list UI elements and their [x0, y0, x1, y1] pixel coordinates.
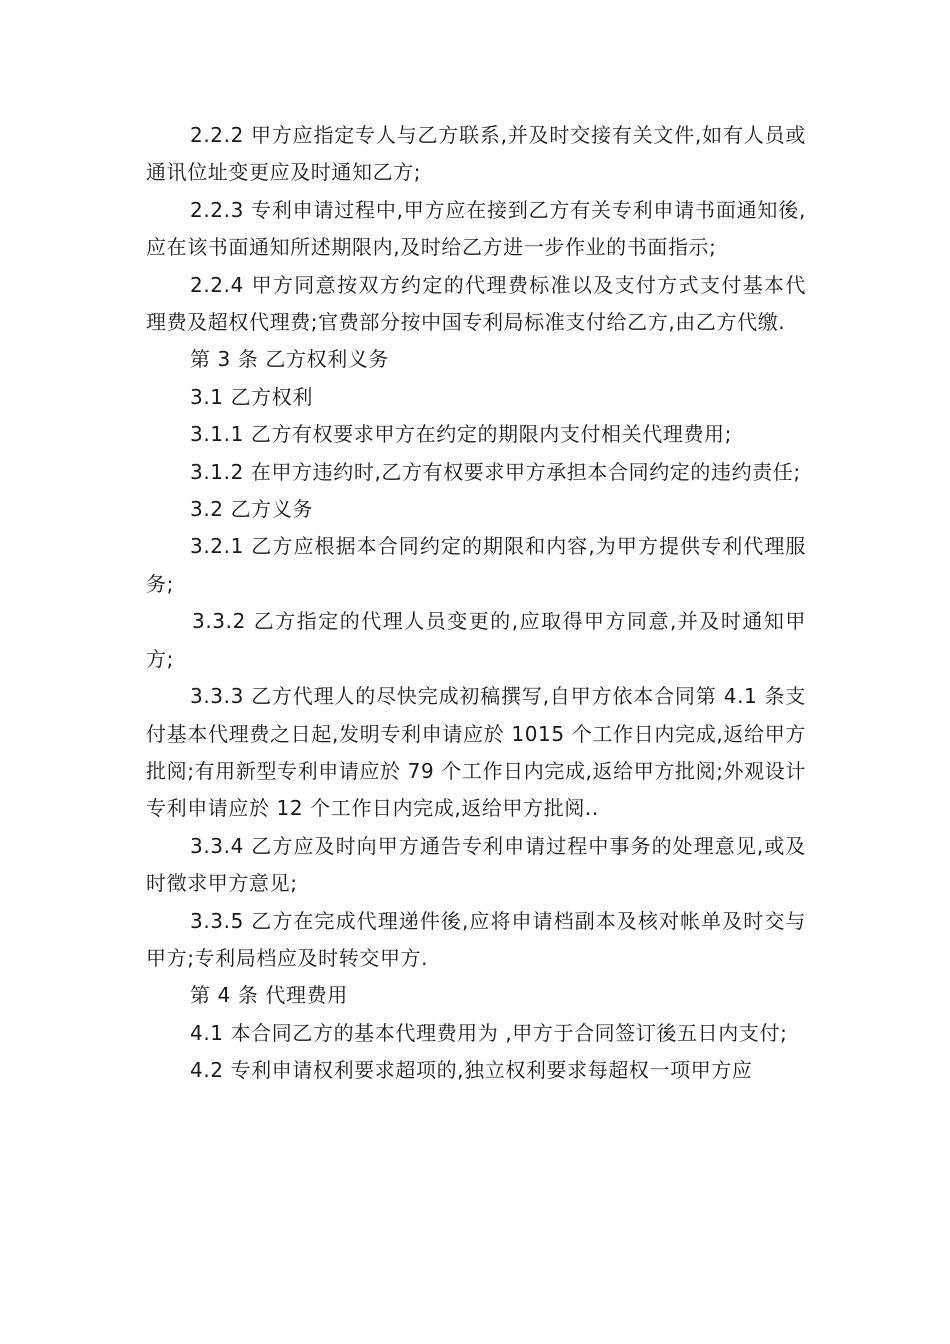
paragraph-3-2-1: 3.2.1 乙方应根据本合同约定的期限和内容,为甲方提供专利代理服务;: [146, 534, 806, 596]
document-body: [146, 117, 806, 1090]
section-heading-article-4: 第 4 条 代理费用: [190, 983, 348, 1008]
paragraph-3-3-3: 3.3.3 乙方代理人的尽快完成初稿撰写,自甲方依本合同第 4.1 条支付基本代理费之日起,发明专利申请应於 1015 个工作日内完成,返给甲方批阅;有用新型专利申请应於 79 个工作日内完成,返给甲方批阅;外观设计专利申请应於 12 个工作日内完成,返给甲方批阅..: [146, 684, 806, 821]
paragraph-3-3-2: 3.3.2 乙方指定的代理人员变更的,应取得甲方同意,并及时通知甲方;: [146, 609, 806, 671]
paragraph-2-2-4: 2.2.4 甲方同意按双方约定的代理费标准以及支付方式支付基本代理费及超权代理费;官费部分按中国专利局标准支付给乙方,由乙方代缴.: [146, 272, 806, 335]
paragraph-3-1-2: 3.1.2 在甲方违约时,乙方有权要求甲方承担本合同约定的违约责任;: [190, 459, 801, 484]
paragraph-4-2: 4.2 专利申请权利要求超项的,独立权利要求每超权一项甲方应: [190, 1058, 753, 1083]
paragraph-3-3-5: 3.3.5 乙方在完成代理递件後,应将申请档副本及核对帐单及时交与甲方;专利局档应及时转交甲方.: [146, 908, 806, 970]
section-heading-article-3: 第 3 条 乙方权利义务: [190, 347, 389, 372]
subsection-heading-3-2: 3.2 乙方义务: [190, 497, 313, 522]
subsection-heading-3-1: 3.1 乙方权利: [190, 384, 313, 409]
paragraph-2-2-3: 2.2.3 专利申请过程中,甲方应在接到乙方有关专利申请书面通知後,应在该书面通知所述期限内,及时给乙方进一步作业的书面指示;: [146, 197, 806, 260]
paragraph-3-1-1: 3.1.1 乙方有权要求甲方在约定的期限内支付相关代理费用;: [190, 422, 732, 447]
paragraph-2-2-2: 2.2.2 甲方应指定专人与乙方联系,并及时交接有关文件,如有人员或通讯位址变更应及时通知乙方;: [146, 123, 806, 185]
paragraph-3-3-4: 3.3.4 乙方应及时向甲方通告专利申请过程中事务的处理意见,或及时徵求甲方意见;: [146, 833, 806, 896]
paragraph-4-1: 4.1 本合同乙方的基本代理费用为 ,甲方于合同签订後五日内支付;: [190, 1020, 788, 1045]
